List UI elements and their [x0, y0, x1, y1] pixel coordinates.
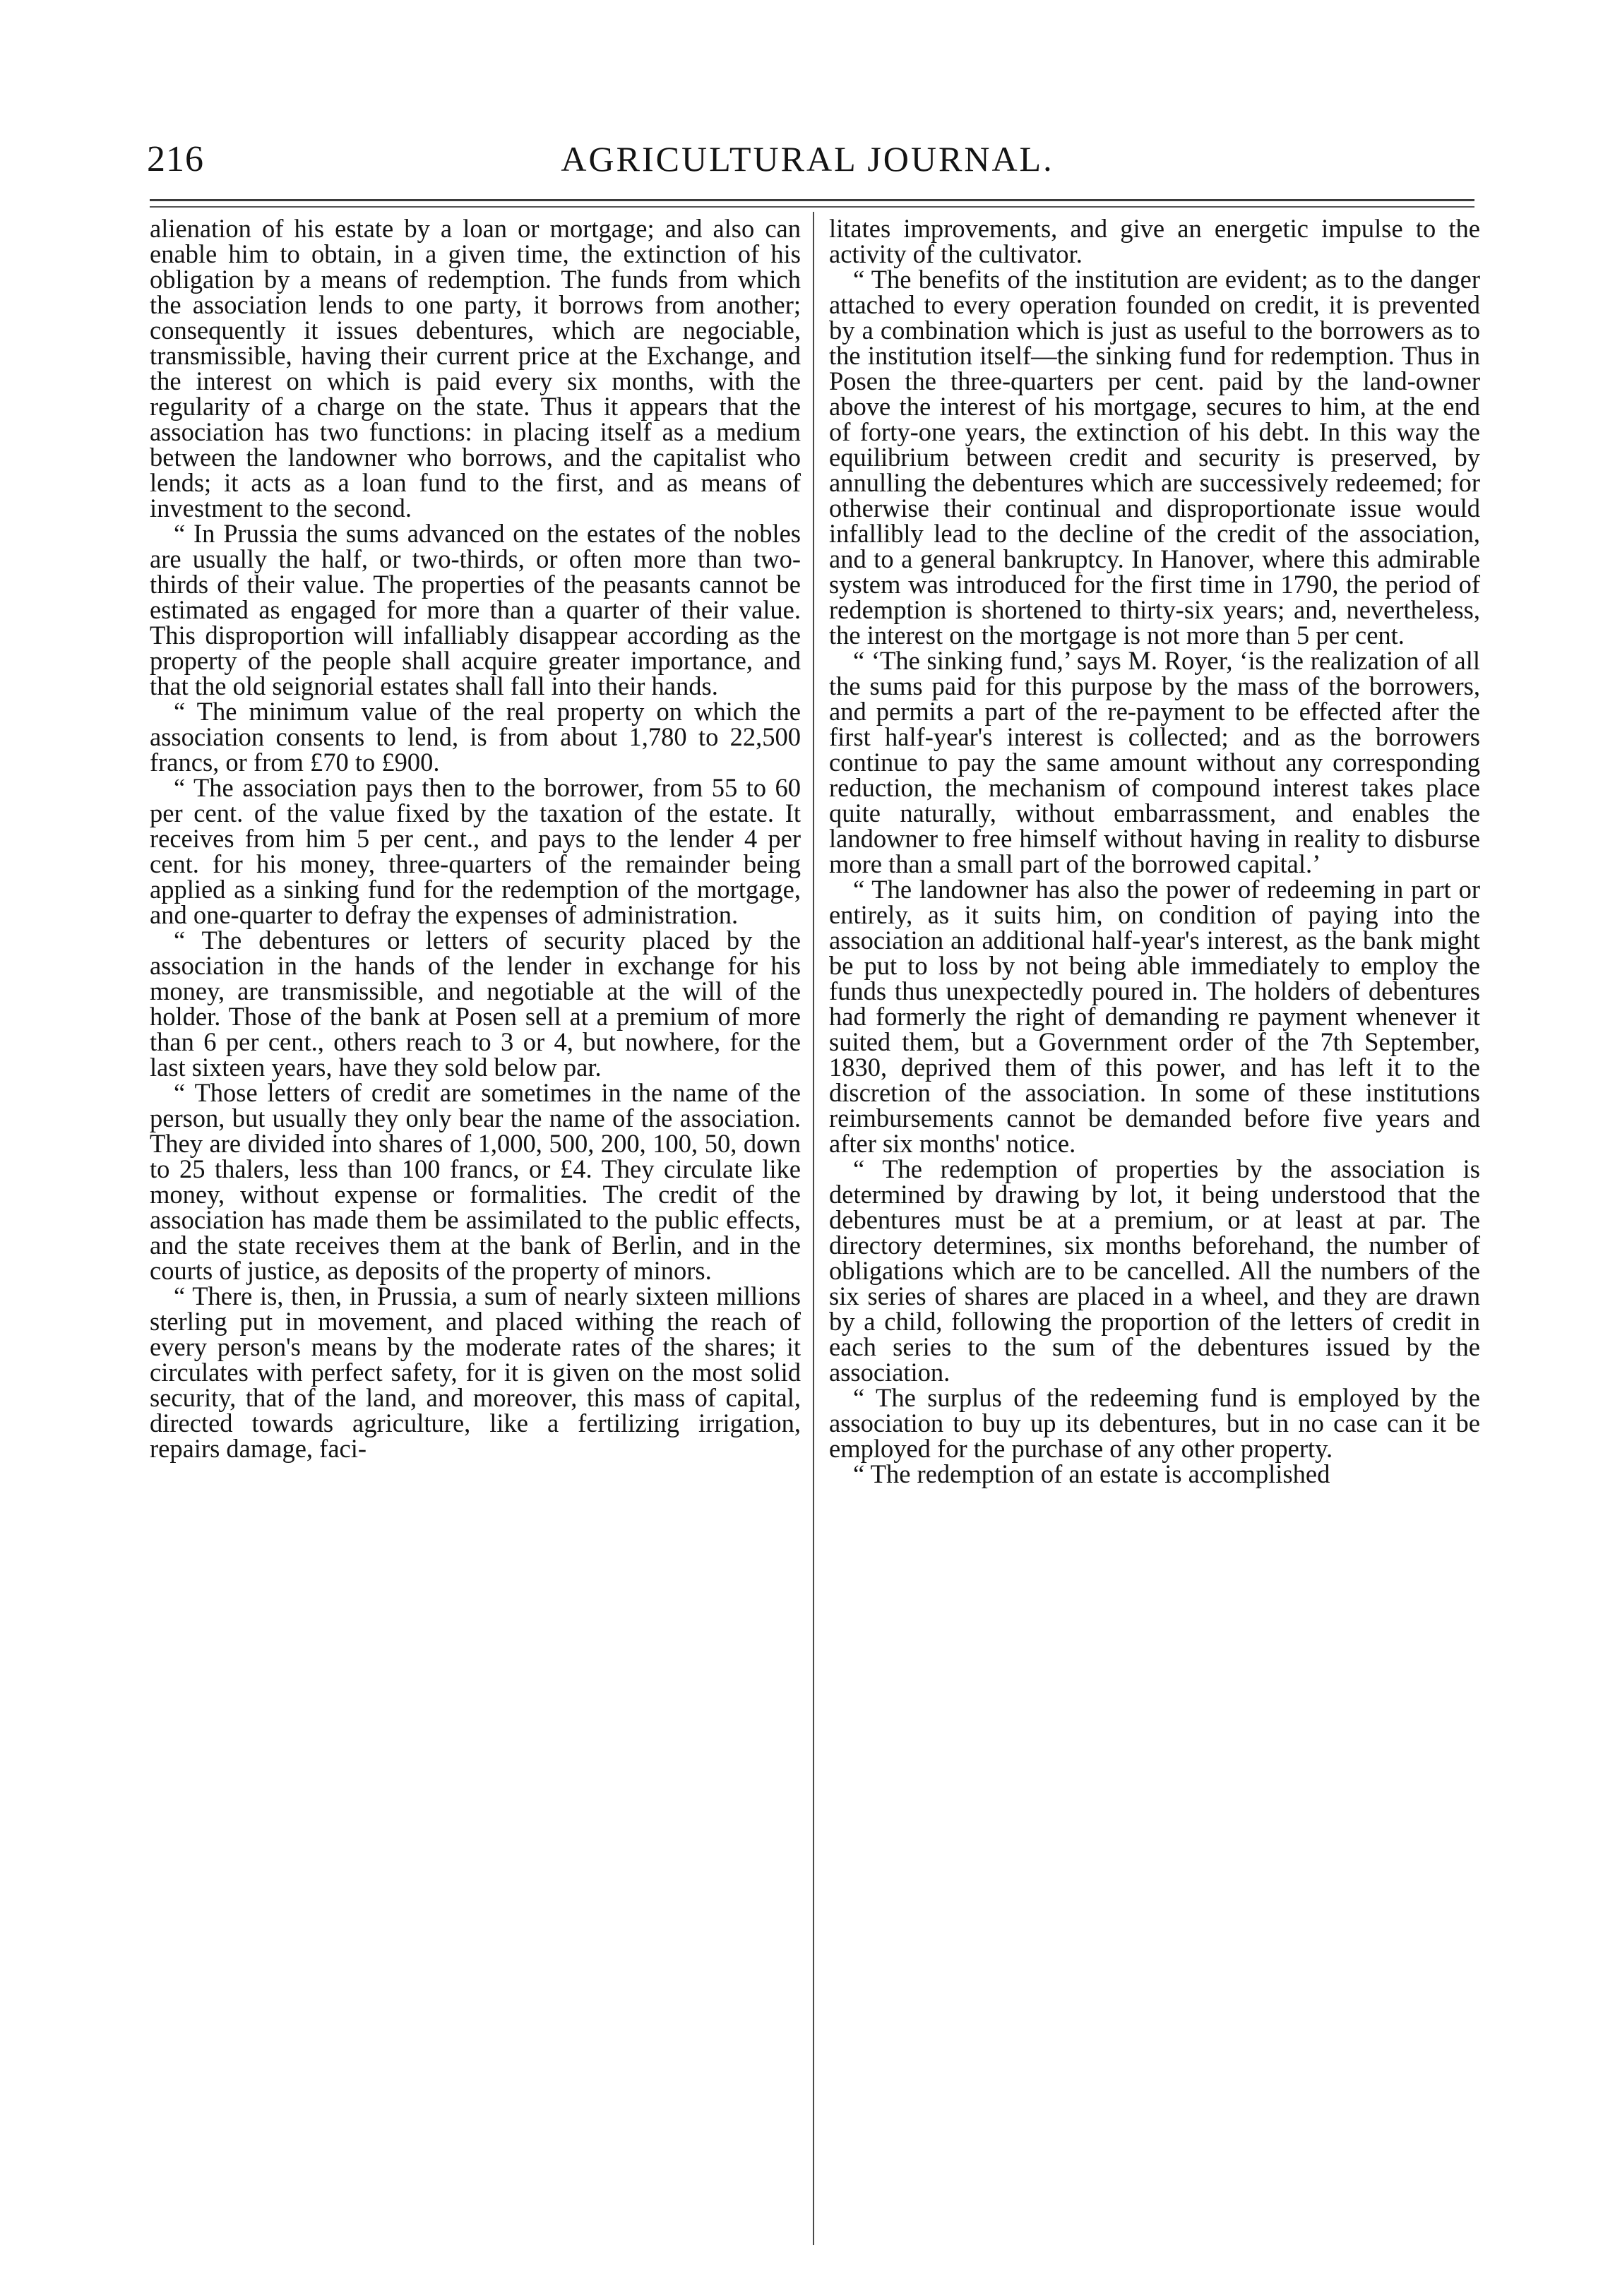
paragraph: “ In Prussia the sums advanced on the estates of the nobles are usually the half, or two-thirds, or often more than two-thirds of their value. The properties of the peasants cannot be estimated as engaged for more than a quarter of their value. This disproportion will infalliably disappear according as the property of the people shall acquire greater importance, and that the old seignorial estates shall fall into their hands. — [150, 519, 801, 700]
header-rule-thin — [150, 206, 1474, 208]
paragraph: “ The association pays then to the borrower, from 55 to 60 per cent. of the value fixed by the taxation of the estate. It receives from him 5 per cent., and pays to the lender 4 per cent. for his money, three-quarters of the remainder being applied as a sinking fund for the redemption of the mortgage, and one-quarter to defray the expenses of administration. — [150, 773, 801, 929]
paragraph: “ The redemption of properties by the association is determined by drawing by lot, it being understood that the debentures must be at a premium, or at least at par. The directory determines, six months beforehand, the number of obligations which are to be cancelled. All the numbers of the six series of shares are placed in a wheel, and they are drawn by a child, following the proportion of the letters of credit in each series to the sum of the debentures issued by the association. — [829, 1154, 1480, 1387]
column-divider — [813, 212, 814, 2245]
paragraph: “ The benefits of the institution are evident; as to the danger attached to every operation founded on credit, it is prevented by a combination which is just as useful to the borrowers as to the institution itself—the sinking fund for redemption. Thus in Posen the three-quarters per cent. paid by the land-owner above the interest of his mortgage, secures to him, at the end of forty-one years, the extinction of his debt. In this way the equilibrium between credit and security is preserved, by annulling the debentures which are successively redeemed; for otherwise their continual and disproportionate issue would infallibly lead to the decline of the credit of the association, and to a general bankruptcy. In Hanover, where this admirable system was introduced for the first time in 1790, the period of redemption is shortened to thirty-six years; and, nevertheless, the interest on the mortgage is not more than 5 per cent. — [829, 265, 1480, 650]
left-column — [150, 216, 801, 1461]
paragraph: “ Those letters of credit are sometimes in the name of the person, but usually they only bear the name of the association. They are divided into shares of 1,000, 500, 200, 100, 50, down to 25 thalers, less than 100 francs, or £4. They circulate like money, without expense or formalities. The credit of the association has made them be assimilated to the public effects, and the state receives them at the bank of Berlin, and in the courts of justice, as deposits of the property of minors. — [150, 1078, 801, 1285]
paragraph: “ The debentures or letters of security placed by the association in the hands of the lender in exchange for his money, are transmissible, and negotiable at the will of the holder. Those of the bank at Posen sell at a premium of more than 6 per cent., others reach to 3 or 4, but nowhere, for the last sixteen years, have they sold below par. — [150, 926, 801, 1082]
paragraph: “ ‘The sinking fund,’ says M. Royer, ‘is the realization of all the sums paid for this purpose by the mass of the borrowers, and permits a part of the re-payment to be effected after the first half-year's interest is collected; and as the borrowers continue to pay the same amount without any corresponding reduction, the mechanism of compound interest takes place quite naturally, without embarrassment, and enables the landowner to free himself without having in reality to disburse more than a small part of the borrowed capital.’ — [829, 646, 1480, 878]
paragraph: “ The surplus of the redeeming fund is employed by the association to buy up its debentures, but in no case can it be employed for the purchase of any other property. — [829, 1383, 1480, 1463]
paragraph: “ The minimum value of the real property on which the association consents to lend, is from about 1,780 to 22,500 francs, or from £70 to £900. — [150, 697, 801, 777]
paragraph: “ The redemption of an estate is accomplished — [853, 1459, 1330, 1488]
paragraph: “ There is, then, in Prussia, a sum of nearly sixteen millions sterling put in movement, and placed withing the reach of every person's means by the moderate rates of the shares; it circulates with perfect safety, for it is given on the most solid security, that of the land, and moreover, this mass of capital, directed towards agriculture, like a fertilizing irrigation, repairs damage, faci- — [150, 1281, 801, 1463]
paragraph: litates improvements, and give an energetic impulse to the activity of the cultivator. — [829, 214, 1480, 268]
header-rule — [150, 199, 1474, 201]
running-title: AGRICULTURAL JOURNAL. — [561, 139, 1054, 179]
paragraph: “ The landowner has also the power of redeeming in part or entirely, as it suits him, on condition of paying into the association an additional half-year's interest, as the bank might be put to loss by not being able immediately to employ the funds thus unexpectedly poured in. The holders of debentures had formerly the right of demanding re payment whenever it suited them, but a Government order of the 7th September, 1830, deprived them of this power, and has left it to the discretion of the association. In some of these institutions reimbursements cannot be demanded before five years and after six months' notice. — [829, 875, 1480, 1158]
right-column — [829, 216, 1480, 1487]
page-number: 216 — [147, 139, 204, 179]
paragraph: alienation of his estate by a loan or mortgage; and also can enable him to obtain, in a given time, the extinction of his obligation by a means of redemption. The funds from which the association lends to one party, it borrows from another; consequently it issues debentures, which are negociable, transmissible, having their current price at the Exchange, and the interest on which is paid every six months, with the regularity of a charge on the state. Thus it appears that the association has two functions: in placing itself as a medium between the landowner who borrows, and the capitalist who lends; it acts as a loan fund to the first, and as means of investment to the second. — [150, 214, 801, 522]
